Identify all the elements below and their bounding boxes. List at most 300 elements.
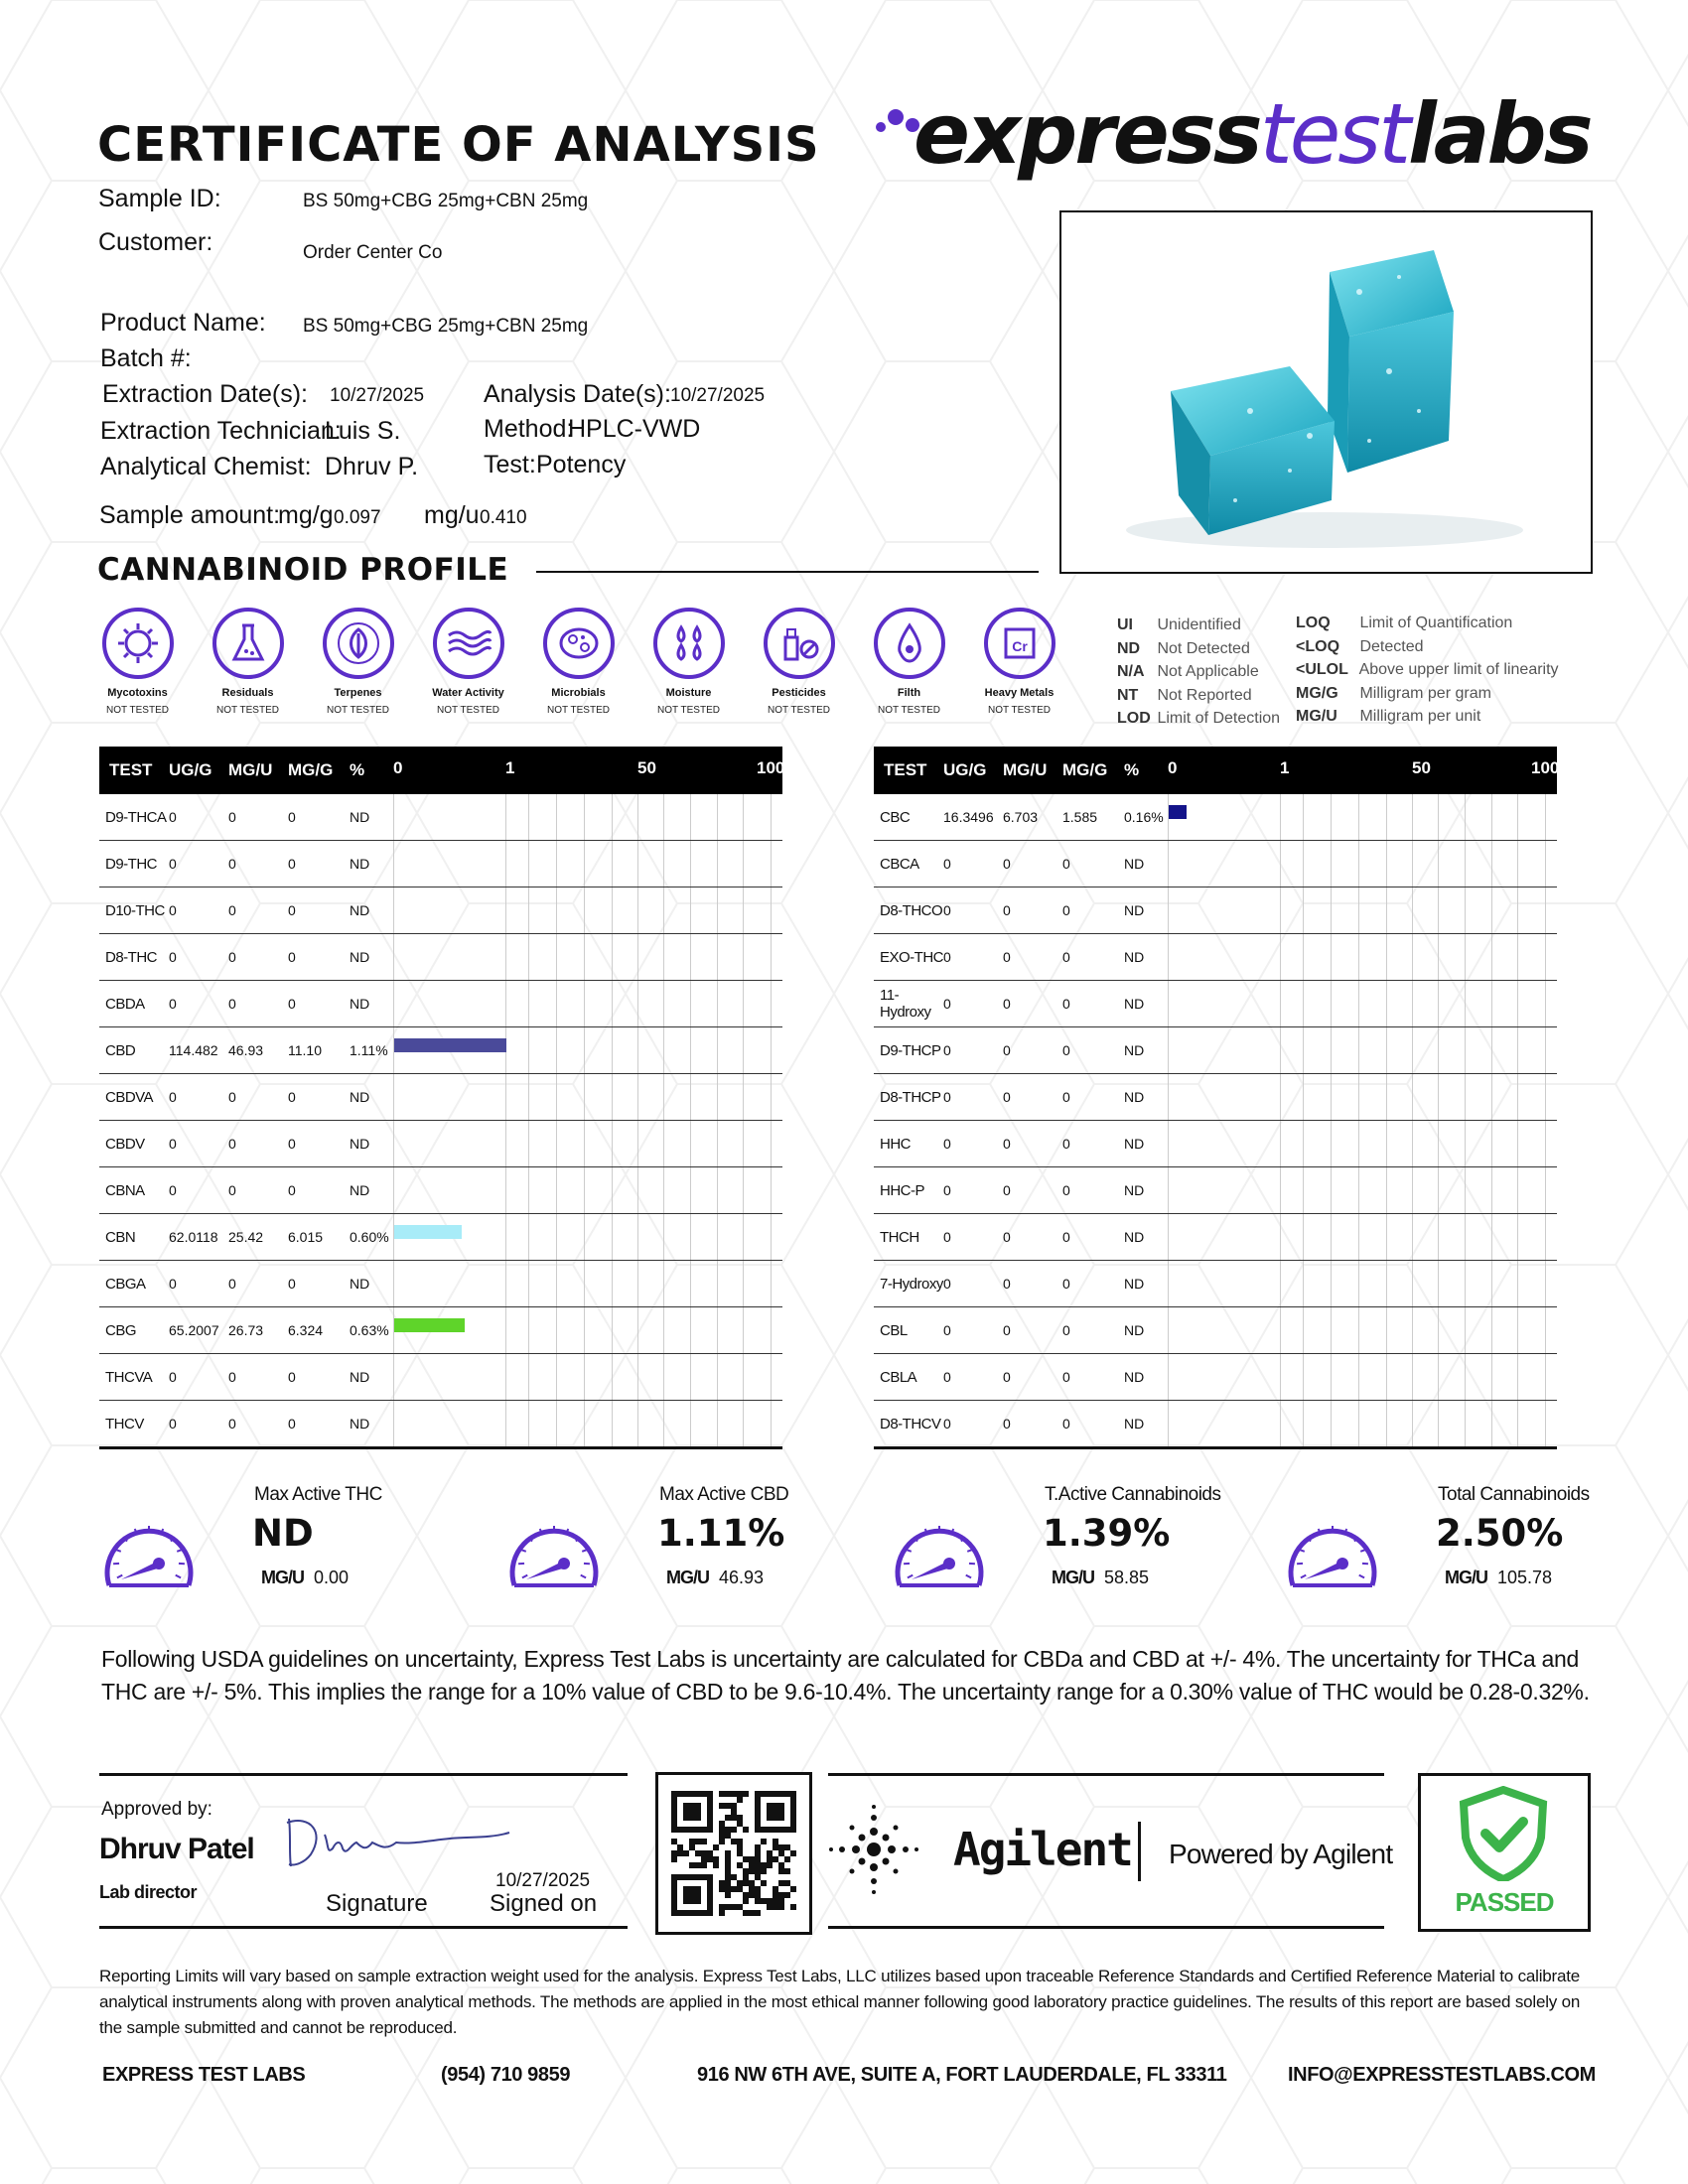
- grid-line: [1545, 1214, 1546, 1260]
- percent-value: ND: [1124, 1214, 1168, 1261]
- grid-line: [743, 841, 744, 887]
- grid-line: [743, 1401, 744, 1446]
- grid-line: [556, 794, 557, 840]
- grid-line: [717, 1307, 718, 1353]
- grid-line: [1386, 1307, 1387, 1353]
- mgu-value: 0: [228, 1121, 288, 1167]
- grid-line: [1303, 1214, 1304, 1260]
- grid-line: [1331, 794, 1332, 840]
- grid-line: [743, 1121, 744, 1166]
- grid-line: [1280, 1027, 1281, 1073]
- mgu-value: 0: [1003, 981, 1062, 1027]
- grid-line: [1517, 1121, 1518, 1166]
- grid-line: [1545, 1121, 1546, 1166]
- grid-line: [1412, 1074, 1413, 1120]
- bar-cell: [1168, 1354, 1557, 1401]
- gauge-label: Max Active CBD: [659, 1484, 789, 1505]
- grid-line: [1438, 1167, 1439, 1213]
- grid-line: [1303, 794, 1304, 840]
- table-row: [874, 887, 1557, 934]
- gauge-mgu-value: 46.93: [719, 1568, 765, 1587]
- grid-line: [1491, 981, 1492, 1026]
- table-row: [874, 981, 1557, 1027]
- grid-line: [717, 1027, 718, 1073]
- gauge-label: Max Active THC: [254, 1484, 382, 1505]
- grid-line: [1517, 1074, 1518, 1120]
- scale-header: [1168, 747, 1560, 794]
- mgu-value: 0.410: [480, 507, 527, 528]
- gauge-label: Total Cannabinoids: [1438, 1484, 1590, 1505]
- grid-line: [1517, 934, 1518, 980]
- mgu-value: 6.703: [1003, 794, 1062, 841]
- test-status: NOT TESTED: [106, 705, 169, 716]
- grid-line: [1386, 1027, 1387, 1073]
- reporting-limits-disclaimer: Reporting Limits will vary based on sample extraction weight used for the analysis. Express Test Labs, LLC utilizes based upon traceable Reference Standards and Certified Reference Material to calibrate analytical instruments along with proven analytical methods. The methods are applied in the most ethical manner following good laboratory practice guidelines. The results of this report are based solely on the sample submitted and cannot be reproduced.: [99, 1967, 1581, 2037]
- grid-line: [663, 1307, 664, 1353]
- grid-line: [1465, 1121, 1466, 1166]
- grid-line: [1280, 1121, 1281, 1166]
- sample-id-value: BS 50mg+CBG 25mg+CBN 25mg: [303, 191, 589, 211]
- grid-line: [1303, 1354, 1304, 1400]
- product-name-value: BS 50mg+CBG 25mg+CBN 25mg: [303, 316, 589, 337]
- grid-line: [771, 1121, 772, 1166]
- bar-cell: [393, 1214, 782, 1261]
- grid-line: [505, 934, 506, 980]
- bar-cell: [1168, 794, 1557, 841]
- grid-line: [1412, 841, 1413, 887]
- mgu-value: 0: [1003, 1401, 1062, 1448]
- grid-line: [1545, 1074, 1546, 1120]
- grid-line: [717, 1074, 718, 1120]
- grid-line: [663, 1074, 664, 1120]
- grid-line: [1168, 1261, 1169, 1306]
- grid-line: [393, 1354, 394, 1400]
- grid-line: [690, 1074, 691, 1120]
- grid-line: [584, 1074, 585, 1120]
- grid-line: [1517, 1401, 1518, 1446]
- grid-line: [584, 934, 585, 980]
- grid-line: [612, 794, 613, 840]
- grid-line: [393, 934, 394, 980]
- grid-line: [1412, 1167, 1413, 1213]
- grid-line: [528, 1167, 529, 1213]
- legend-item: NT Not Reported: [1117, 686, 1252, 704]
- grid-line: [1358, 1214, 1359, 1260]
- grid-line: [556, 1074, 557, 1120]
- grid-line: [1438, 1261, 1439, 1306]
- mgu-label: mg/u: [424, 501, 480, 529]
- grid-line: [1303, 1121, 1304, 1166]
- grid-line: [743, 934, 744, 980]
- qr-code-icon: [671, 1791, 796, 1916]
- water-waves-icon: [433, 608, 504, 679]
- grid-line: [584, 981, 585, 1026]
- grid-line: [1545, 794, 1546, 840]
- compound-name: CBDA: [99, 981, 169, 1027]
- grid-line: [505, 1074, 506, 1120]
- percent-value: ND: [1124, 1261, 1168, 1307]
- grid-line: [1545, 841, 1546, 887]
- grid-line: [505, 841, 506, 887]
- grid-line: [612, 1261, 613, 1306]
- compound-name: CBL: [874, 1307, 943, 1354]
- grid-line: [393, 841, 394, 887]
- table-row: [99, 934, 782, 981]
- ugg-value: 0: [943, 1121, 1003, 1167]
- percent-value: ND: [1124, 1121, 1168, 1167]
- grid-line: [771, 1401, 772, 1446]
- test-moisture: [633, 608, 744, 716]
- grid-line: [528, 981, 529, 1026]
- test-name: Moisture: [665, 687, 712, 699]
- grid-line: [637, 1121, 638, 1166]
- grid-line: [1331, 1121, 1332, 1166]
- grid-line: [1280, 1074, 1281, 1120]
- grid-line: [663, 887, 664, 933]
- compound-name: THCVA: [99, 1354, 169, 1401]
- grid-line: [528, 1261, 529, 1306]
- scale-label: 50: [637, 758, 656, 777]
- grid-line: [743, 1074, 744, 1120]
- grid-line: [528, 841, 529, 887]
- ugg-value: 0: [169, 1121, 228, 1167]
- mgg-value: 0: [288, 981, 350, 1027]
- grid-line: [1412, 1261, 1413, 1306]
- percent-value: ND: [1124, 1074, 1168, 1121]
- grid-line: [690, 981, 691, 1026]
- droplets-icon: [653, 608, 725, 679]
- grid-line: [1545, 1354, 1546, 1400]
- grid-line: [1280, 1167, 1281, 1213]
- grid-line: [1331, 887, 1332, 933]
- grid-line: [717, 1214, 718, 1260]
- bar-cell: [393, 934, 782, 981]
- percent-value: 1.11%: [350, 1027, 393, 1074]
- percent-value: ND: [350, 794, 393, 841]
- ugg-value: 0: [943, 1027, 1003, 1074]
- compound-name: CBDV: [99, 1121, 169, 1167]
- gauge-mgu-label: MG/U: [261, 1568, 304, 1587]
- compound-name: CBD: [99, 1027, 169, 1074]
- table-row: [99, 1167, 782, 1214]
- grid-line: [743, 981, 744, 1026]
- ugg-value: 0: [169, 887, 228, 934]
- abbreviation-legend-right: [1296, 612, 1559, 729]
- sample-amount-label: Sample amount:: [99, 501, 281, 529]
- approval-bottom-rule: [99, 1926, 628, 1929]
- mgg-value: 0: [1062, 1121, 1124, 1167]
- grid-line: [1331, 1307, 1332, 1353]
- grid-line: [505, 1261, 506, 1306]
- grid-line: [1386, 887, 1387, 933]
- test-header: TEST: [874, 747, 943, 794]
- bar-cell: [1168, 1167, 1557, 1214]
- grid-line: [1303, 981, 1304, 1026]
- grid-line: [717, 934, 718, 980]
- grid-line: [1303, 841, 1304, 887]
- grid-line: [637, 1074, 638, 1120]
- grid-line: [1168, 1401, 1169, 1446]
- grid-line: [743, 1307, 744, 1353]
- grid-line: [1491, 1354, 1492, 1400]
- grid-line: [637, 841, 638, 887]
- summary-gauge: [99, 1484, 417, 1613]
- bar-cell: [393, 887, 782, 934]
- mgg-value: 0: [288, 1261, 350, 1307]
- grid-line: [1331, 981, 1332, 1026]
- scale-label: 0: [393, 758, 403, 777]
- flask-icon: [212, 608, 284, 679]
- grid-line: [771, 1307, 772, 1353]
- gauge-mgu-label: MG/U: [666, 1568, 709, 1587]
- grid-line: [1358, 841, 1359, 887]
- ugg-value: 0: [169, 1167, 228, 1214]
- grid-line: [1303, 1401, 1304, 1446]
- grid-line: [393, 981, 394, 1026]
- grid-line: [663, 841, 664, 887]
- grid-line: [1412, 1401, 1413, 1446]
- test-name: Microbials: [551, 687, 606, 699]
- percent-value: ND: [350, 981, 393, 1027]
- method-value: HPLC-VWD: [568, 415, 701, 443]
- grid-line: [393, 1121, 394, 1166]
- scale-label: 50: [1412, 758, 1431, 777]
- abbreviation-legend-left: [1117, 614, 1280, 731]
- grid-line: [663, 1027, 664, 1073]
- grid-line: [1438, 1354, 1439, 1400]
- test-icons-row: [82, 608, 1074, 716]
- grid-line: [556, 841, 557, 887]
- grid-line: [556, 887, 557, 933]
- grid-line: [690, 1167, 691, 1213]
- ugg-value: 62.0118: [169, 1214, 228, 1261]
- gauge-mgu-value: 105.78: [1497, 1568, 1553, 1587]
- grid-line: [771, 794, 772, 840]
- grid-line: [771, 1354, 772, 1400]
- powered-by-agilent: Powered by Agilent: [1169, 1839, 1393, 1869]
- mycotoxins-icon: [102, 608, 174, 679]
- percent-value: ND: [1124, 1027, 1168, 1074]
- section-divider: [536, 571, 1039, 573]
- mgg-value: 11.10: [288, 1027, 350, 1074]
- mgu-value: 0: [1003, 934, 1062, 981]
- mgg-value: 6.324: [288, 1307, 350, 1354]
- grid-line: [612, 934, 613, 980]
- bar-cell: [1168, 1307, 1557, 1354]
- grid-line: [637, 1027, 638, 1073]
- test-header: TEST: [99, 747, 169, 794]
- table-row: [874, 1354, 1557, 1401]
- mgg-value: 0: [1062, 1214, 1124, 1261]
- batch-label: Batch #:: [100, 344, 192, 372]
- grid-line: [1517, 841, 1518, 887]
- grid-line: [743, 1167, 744, 1213]
- method-label: Method:: [484, 415, 574, 443]
- compound-name: CBN: [99, 1214, 169, 1261]
- ugg-value: 0: [943, 1354, 1003, 1401]
- grid-line: [1438, 1074, 1439, 1120]
- percent-value: ND: [350, 1354, 393, 1401]
- table-row: [99, 1307, 782, 1354]
- grid-line: [690, 1261, 691, 1306]
- grid-line: [612, 1401, 613, 1446]
- test-terpenes: [303, 608, 413, 716]
- ugg-value: 0: [943, 981, 1003, 1027]
- grid-line: [584, 1214, 585, 1260]
- ugg-value: 0: [943, 1307, 1003, 1354]
- grid-line: [612, 1074, 613, 1120]
- grid-line: [1438, 1401, 1439, 1446]
- approved-by-label: Approved by:: [101, 1799, 212, 1820]
- gauge-value: 1.39%: [1043, 1512, 1171, 1555]
- grid-line: [556, 1354, 557, 1400]
- scale-label: 0: [1168, 758, 1178, 777]
- grid-line: [528, 887, 529, 933]
- grid-line: [1358, 1167, 1359, 1213]
- grid-line: [1168, 887, 1169, 933]
- grid-line: [1412, 1121, 1413, 1166]
- grid-line: [1331, 1027, 1332, 1073]
- grid-line: [690, 1354, 691, 1400]
- grid-line: [1331, 1354, 1332, 1400]
- grid-line: [505, 1401, 506, 1446]
- product-name-label: Product Name:: [100, 309, 266, 337]
- grid-line: [1545, 934, 1546, 980]
- bar-cell: [1168, 887, 1557, 934]
- grid-line: [1168, 934, 1169, 980]
- percent-value: ND: [1124, 887, 1168, 934]
- compound-name: D8-THCO: [874, 887, 943, 934]
- grid-line: [505, 1307, 506, 1353]
- mgg-value: 0: [288, 1401, 350, 1448]
- ugg-value: 0: [169, 1354, 228, 1401]
- percent-value: 0.63%: [350, 1307, 393, 1354]
- bar-cell: [1168, 1401, 1557, 1448]
- grid-line: [663, 794, 664, 840]
- agilent-divider: [1138, 1822, 1141, 1881]
- gauge-mgu-value: 0.00: [314, 1568, 350, 1587]
- table-row: [874, 1401, 1557, 1448]
- grid-line: [1517, 1307, 1518, 1353]
- compound-name: 7-Hydroxy: [874, 1261, 943, 1307]
- footer-address: 916 NW 6TH AVE, SUITE A, FORT LAUDERDALE, FL 33311: [697, 2064, 1227, 2086]
- grid-line: [1303, 934, 1304, 980]
- table-row: [99, 1027, 782, 1074]
- grid-line: [584, 794, 585, 840]
- grid-line: [528, 794, 529, 840]
- bar-cell: [1168, 841, 1557, 887]
- grid-line: [1465, 794, 1466, 840]
- compound-name: D8-THC: [99, 934, 169, 981]
- grid-line: [1517, 1167, 1518, 1213]
- bar-cell: [393, 794, 782, 841]
- grid-line: [584, 887, 585, 933]
- table-row: [99, 1354, 782, 1401]
- grid-line: [584, 1027, 585, 1073]
- bar-cell: [393, 981, 782, 1027]
- grid-line: [1545, 1167, 1546, 1213]
- grid-line: [1412, 887, 1413, 933]
- grid-line: [1358, 934, 1359, 980]
- grid-line: [556, 1307, 557, 1353]
- grid-line: [528, 1307, 529, 1353]
- grid-line: [612, 1167, 613, 1213]
- test-value: Potency: [536, 451, 627, 478]
- grid-line: [1331, 934, 1332, 980]
- grid-line: [1517, 1027, 1518, 1073]
- qr-code[interactable]: [655, 1772, 812, 1935]
- mgu-header: MG/U: [1003, 747, 1062, 794]
- grid-line: [1517, 981, 1518, 1026]
- ugg-header: UG/G: [943, 747, 1003, 794]
- grid-line: [1517, 794, 1518, 840]
- grid-line: [505, 794, 506, 840]
- grid-line: [1303, 1074, 1304, 1120]
- compound-name: CBGA: [99, 1261, 169, 1307]
- ugg-value: 65.2007: [169, 1307, 228, 1354]
- grid-line: [771, 934, 772, 980]
- footer-phone[interactable]: (954) 710 9859: [441, 2064, 571, 2086]
- table-row: [99, 1401, 782, 1448]
- mgu-value: 0: [228, 1401, 288, 1448]
- scale-label: 1: [505, 758, 515, 777]
- compound-name: CBC: [874, 794, 943, 841]
- percent-value: ND: [350, 887, 393, 934]
- bar-cell: [393, 841, 782, 887]
- footer-email[interactable]: INFO@EXPRESSTESTLABS.COM: [1288, 2064, 1596, 2086]
- grid-line: [717, 1121, 718, 1166]
- mgu-value: 0: [228, 1354, 288, 1401]
- mgu-value: 0: [1003, 841, 1062, 887]
- spray-bottle-icon: [764, 608, 835, 679]
- grid-line: [556, 1214, 557, 1260]
- mgu-value: 46.93: [228, 1027, 288, 1074]
- grid-line: [1280, 794, 1281, 840]
- ugg-value: 16.3496: [943, 794, 1003, 841]
- gauge-mgu-label: MG/U: [1052, 1568, 1094, 1587]
- grid-line: [1303, 1027, 1304, 1073]
- grid-line: [1491, 1261, 1492, 1306]
- leaf-icon: [323, 608, 394, 679]
- grid-line: [612, 841, 613, 887]
- grid-line: [743, 887, 744, 933]
- ugg-value: 0: [943, 1214, 1003, 1261]
- filth-drop-icon: [874, 608, 945, 679]
- ugg-value: 0: [169, 1261, 228, 1307]
- gauge-icon: [890, 1506, 989, 1605]
- grid-line: [1412, 1214, 1413, 1260]
- bar-cell: [393, 1027, 782, 1074]
- page-title: CERTIFICATE OF ANALYSIS: [97, 117, 820, 173]
- grid-line: [1331, 1401, 1332, 1446]
- bar-cell: [1168, 1214, 1557, 1261]
- grid-line: [1491, 1307, 1492, 1353]
- percent-value: ND: [350, 1167, 393, 1214]
- test-name: Residuals: [221, 687, 274, 699]
- grid-line: [505, 981, 506, 1026]
- mgg-value: 0: [1062, 841, 1124, 887]
- grid-line: [637, 887, 638, 933]
- mgg-value: 0: [288, 934, 350, 981]
- grid-line: [1545, 1027, 1546, 1073]
- grid-line: [1545, 1307, 1546, 1353]
- ugg-value: 114.482: [169, 1027, 228, 1074]
- grid-line: [612, 1307, 613, 1353]
- legend-item: MG/G Milligram per gram: [1296, 684, 1491, 702]
- grid-line: [556, 1401, 557, 1446]
- test-mycotoxins: [82, 608, 193, 716]
- grid-line: [1358, 1027, 1359, 1073]
